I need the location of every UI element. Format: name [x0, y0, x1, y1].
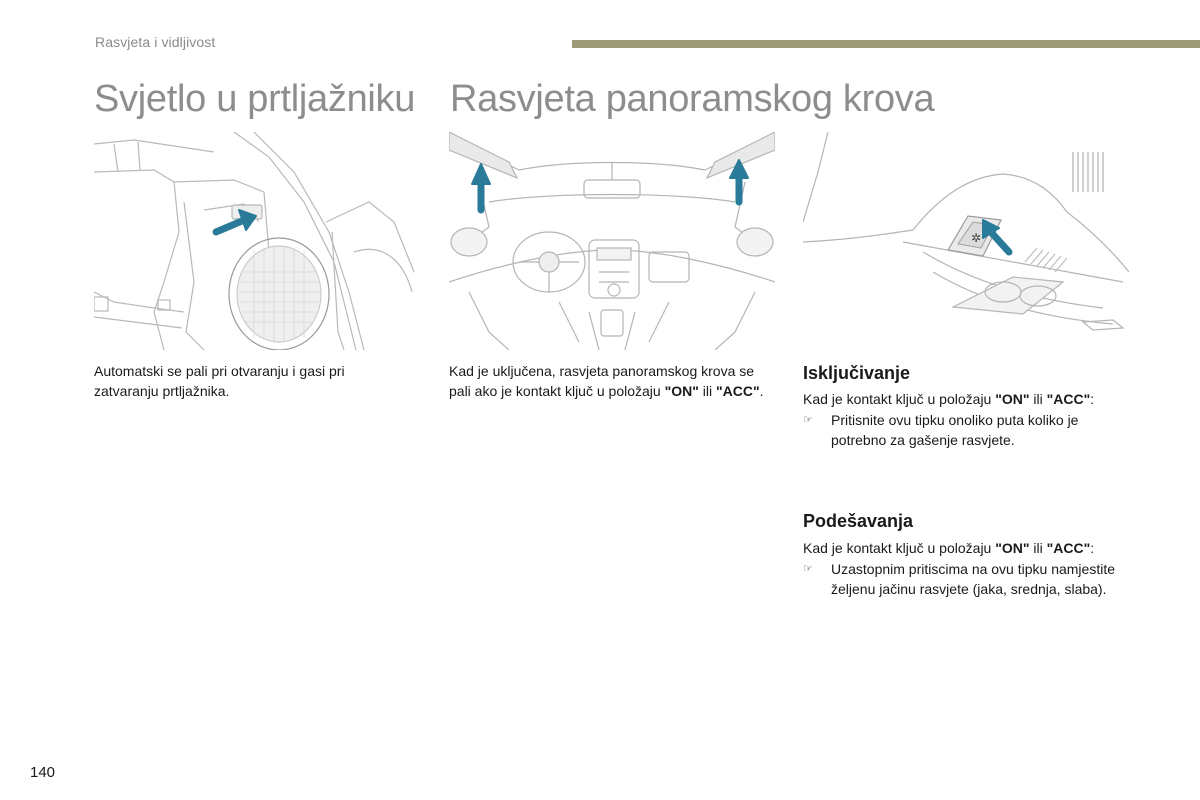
panoramic-roof-description: Kad je uključena, rasvjeta panoramskog krova se pali ako je kontakt ključ u položaju "ON" ili "ACC".: [449, 363, 764, 399]
page-title-panoramic-roof: Rasvjeta panoramskog krova: [450, 78, 935, 120]
roof-light-button-illustration: [803, 132, 1129, 350]
settings-bullet: [803, 559, 1123, 599]
switching-off-step: Pritisnite ovu tipku onoliko puta koliko je potrebno za gašenje rasvjete.: [831, 412, 1079, 448]
switching-off-bullet: [803, 410, 1123, 450]
heading-switching-off: Isključivanje: [803, 363, 911, 383]
panoramic-roof-lights-illustration: [449, 132, 775, 350]
running-header-section: Rasvjeta i vidljivost: [95, 34, 216, 50]
pointing-hand-icon: ☞: [803, 563, 813, 575]
settings-step: Uzastopnim pritiscima na ovu tipku namjestite željenu jačinu rasvjete (jaka, srednja, slaba).: [831, 561, 1116, 597]
settings-intro: Kad je kontakt ključ u položaju "ON" ili "ACC":: [803, 540, 1095, 556]
page-number: 140: [30, 764, 56, 781]
page-title-trunk-light: Svjetlo u prtljažniku: [94, 78, 416, 120]
trunk-light-description: Automatski se pali pri otvaranju i gasi pri zatvaranju prtljažnika.: [94, 363, 345, 399]
switching-off-intro: Kad je kontakt ključ u položaju "ON" ili "ACC":: [803, 391, 1095, 407]
svg-text:✲: ✲: [971, 231, 982, 245]
pointing-hand-icon: ☞: [803, 414, 813, 426]
trunk-light-illustration: [94, 132, 420, 350]
header-accent-bar: [572, 40, 1200, 48]
heading-settings: Podešavanja: [803, 511, 914, 531]
